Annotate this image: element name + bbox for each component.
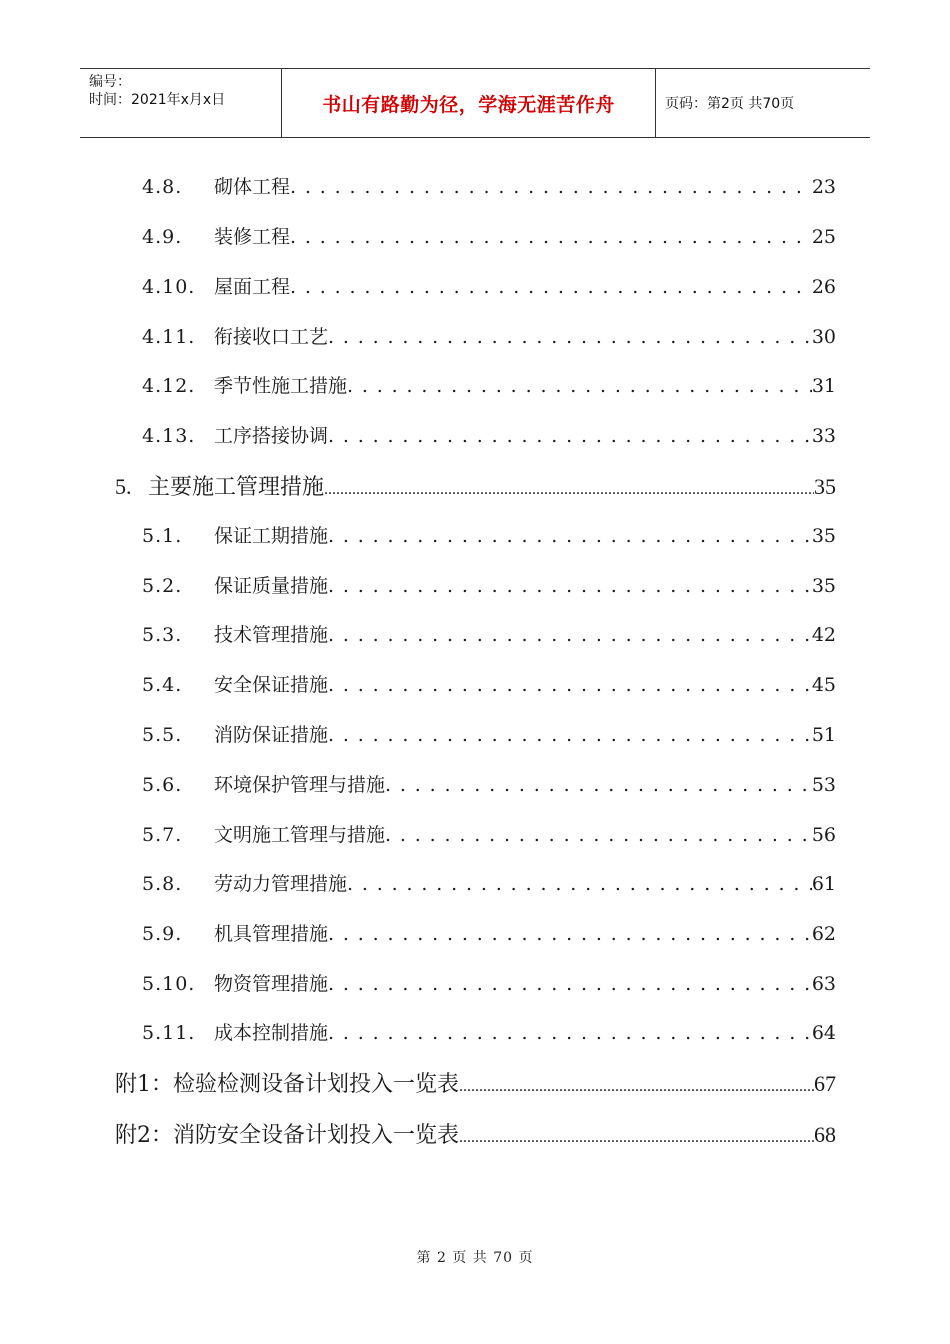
toc-entry-page: 26 <box>811 276 836 298</box>
toc-entry[interactable] <box>142 222 836 249</box>
toc-entry-title: 成本控制措施 <box>214 1022 329 1044</box>
toc-entry[interactable] <box>142 720 836 747</box>
toc-leader-dots <box>459 1072 814 1097</box>
toc-entry-title: 屋面工程 <box>214 276 291 298</box>
toc-entry-number: 4.8. <box>142 176 183 198</box>
toc-leader-dots <box>290 176 812 198</box>
header-motto: 书山有路勤为径，学海无涯苦作舟 <box>281 69 656 137</box>
toc-entry-number: 5.7. <box>142 824 183 846</box>
toc-entry[interactable] <box>142 172 836 199</box>
toc-entry-page: 61 <box>811 873 836 895</box>
toc-entry[interactable] <box>142 1018 836 1045</box>
header-page-info: 页码：第2页 共70页 <box>665 96 795 112</box>
toc-entry-title: 衔接收口工艺 <box>214 326 329 348</box>
toc-entry-page: 42 <box>811 624 836 646</box>
toc-entry-title: 技术管理措施 <box>214 624 329 646</box>
toc-entry-page: 35 <box>811 525 836 547</box>
page-footer: 第 2 页 共 70 页 <box>416 1250 534 1266</box>
toc-entry-title: 机具管理措施 <box>214 923 329 945</box>
toc-entry[interactable] <box>142 272 836 299</box>
toc-entry[interactable] <box>142 670 836 697</box>
toc-entry-number: 4.12. <box>142 375 196 397</box>
toc-leader-dots <box>459 1123 814 1148</box>
toc-leader-dots <box>290 226 812 248</box>
toc-entry-page: 63 <box>811 973 836 995</box>
toc-entry-number: 5. <box>115 474 132 499</box>
toc-entry-page: 67 <box>814 1071 836 1096</box>
toc-entry[interactable] <box>142 820 836 847</box>
toc-entry-title: 附2：消防安全设备计划投入一览表 <box>115 1123 459 1148</box>
toc-entry[interactable] <box>142 620 836 647</box>
toc-entry-page: 53 <box>811 774 836 796</box>
toc-entry-title: 消防保证措施 <box>214 724 329 746</box>
toc-leader-dots <box>328 1022 812 1044</box>
toc-leader-dots <box>328 575 812 597</box>
toc-entry[interactable] <box>142 869 836 896</box>
toc-leader-dots <box>328 674 812 696</box>
toc-entry-page: 33 <box>811 425 836 447</box>
toc-entry-page: 51 <box>811 724 836 746</box>
toc-entry-page: 35 <box>811 575 836 597</box>
toc-entry-page: 56 <box>811 824 836 846</box>
toc-entry-title: 劳动力管理措施 <box>214 873 348 895</box>
toc-entry-title: 保证质量措施 <box>214 575 329 597</box>
toc-entry-page: 35 <box>814 474 836 499</box>
toc-entry[interactable] <box>142 969 836 996</box>
toc-entry-page: 45 <box>811 674 836 696</box>
toc-entry-page: 64 <box>811 1022 836 1044</box>
toc-entry[interactable] <box>142 371 836 398</box>
toc-leader-dots <box>328 525 812 547</box>
toc-entry-title: 文明施工管理与措施 <box>214 824 386 846</box>
toc-entry-number: 5.11. <box>142 1022 196 1044</box>
toc-appendix-entry[interactable] <box>115 1118 836 1149</box>
toc-entry-title: 工序搭接协调 <box>214 425 329 447</box>
toc-entry-number: 5.6. <box>142 774 183 796</box>
toc-entry-title: 环境保护管理与措施 <box>214 774 386 796</box>
toc-entry-number: 5.4. <box>142 674 183 696</box>
toc-entry-title: 季节性施工措施 <box>214 375 348 397</box>
toc-entry-number: 5.1. <box>142 525 183 547</box>
header-meta <box>80 69 281 137</box>
toc-entry[interactable] <box>142 421 836 448</box>
toc-leader-dots <box>290 276 812 298</box>
toc-leader-dots <box>328 326 812 348</box>
toc-entry-page: 31 <box>811 375 836 397</box>
toc-entry-title: 物资管理措施 <box>214 973 329 995</box>
toc-leader-dots <box>324 475 814 500</box>
toc-entry[interactable] <box>142 521 836 548</box>
toc-entry-title: 主要施工管理措施 <box>148 475 325 500</box>
toc-entry-number: 5.9. <box>142 923 183 945</box>
toc-entry[interactable] <box>142 770 836 797</box>
toc-entry-number: 4.9. <box>142 226 183 248</box>
toc-entry[interactable] <box>142 919 836 946</box>
toc-leader-dots <box>347 375 812 397</box>
toc-entry-page: 30 <box>811 326 836 348</box>
toc-entry-title: 装修工程 <box>214 226 291 248</box>
toc-entry-page: 68 <box>814 1122 836 1147</box>
toc-entry-number: 5.5. <box>142 724 183 746</box>
header-number-label: 编号： <box>89 74 131 90</box>
toc-entry-number: 5.3. <box>142 624 183 646</box>
toc-entry-number: 4.11. <box>142 326 196 348</box>
toc-leader-dots <box>328 724 812 746</box>
toc-entry-page: 25 <box>811 226 836 248</box>
toc-entry-number: 4.10. <box>142 276 196 298</box>
toc-entry-title: 保证工期措施 <box>214 525 329 547</box>
header-time-label: 时间：2021年x月x日 <box>89 92 226 108</box>
toc-entry-number: 4.13. <box>142 425 196 447</box>
toc-entry-title: 安全保证措施 <box>214 674 329 696</box>
toc-leader-dots <box>328 973 812 995</box>
toc-entry-page: 62 <box>811 923 836 945</box>
toc-entry-page: 23 <box>811 176 836 198</box>
toc-leader-dots <box>328 923 812 945</box>
toc-chapter-entry[interactable] <box>115 470 836 501</box>
toc-entry-number: 5.10. <box>142 973 196 995</box>
toc-leader-dots <box>328 425 812 447</box>
toc-entry[interactable] <box>142 571 836 598</box>
toc-leader-dots <box>385 824 812 846</box>
toc-entry-number: 5.8. <box>142 873 183 895</box>
toc-appendix-entry[interactable] <box>115 1067 836 1098</box>
toc-leader-dots <box>328 624 812 646</box>
toc-leader-dots <box>385 774 812 796</box>
toc-entry-title: 砌体工程 <box>214 176 291 198</box>
toc-entry[interactable] <box>142 322 836 349</box>
toc-leader-dots <box>347 873 812 895</box>
page-header <box>80 68 870 138</box>
toc-entry-number: 5.2. <box>142 575 183 597</box>
toc-entry-title: 附1：检验检测设备计划投入一览表 <box>115 1072 459 1097</box>
